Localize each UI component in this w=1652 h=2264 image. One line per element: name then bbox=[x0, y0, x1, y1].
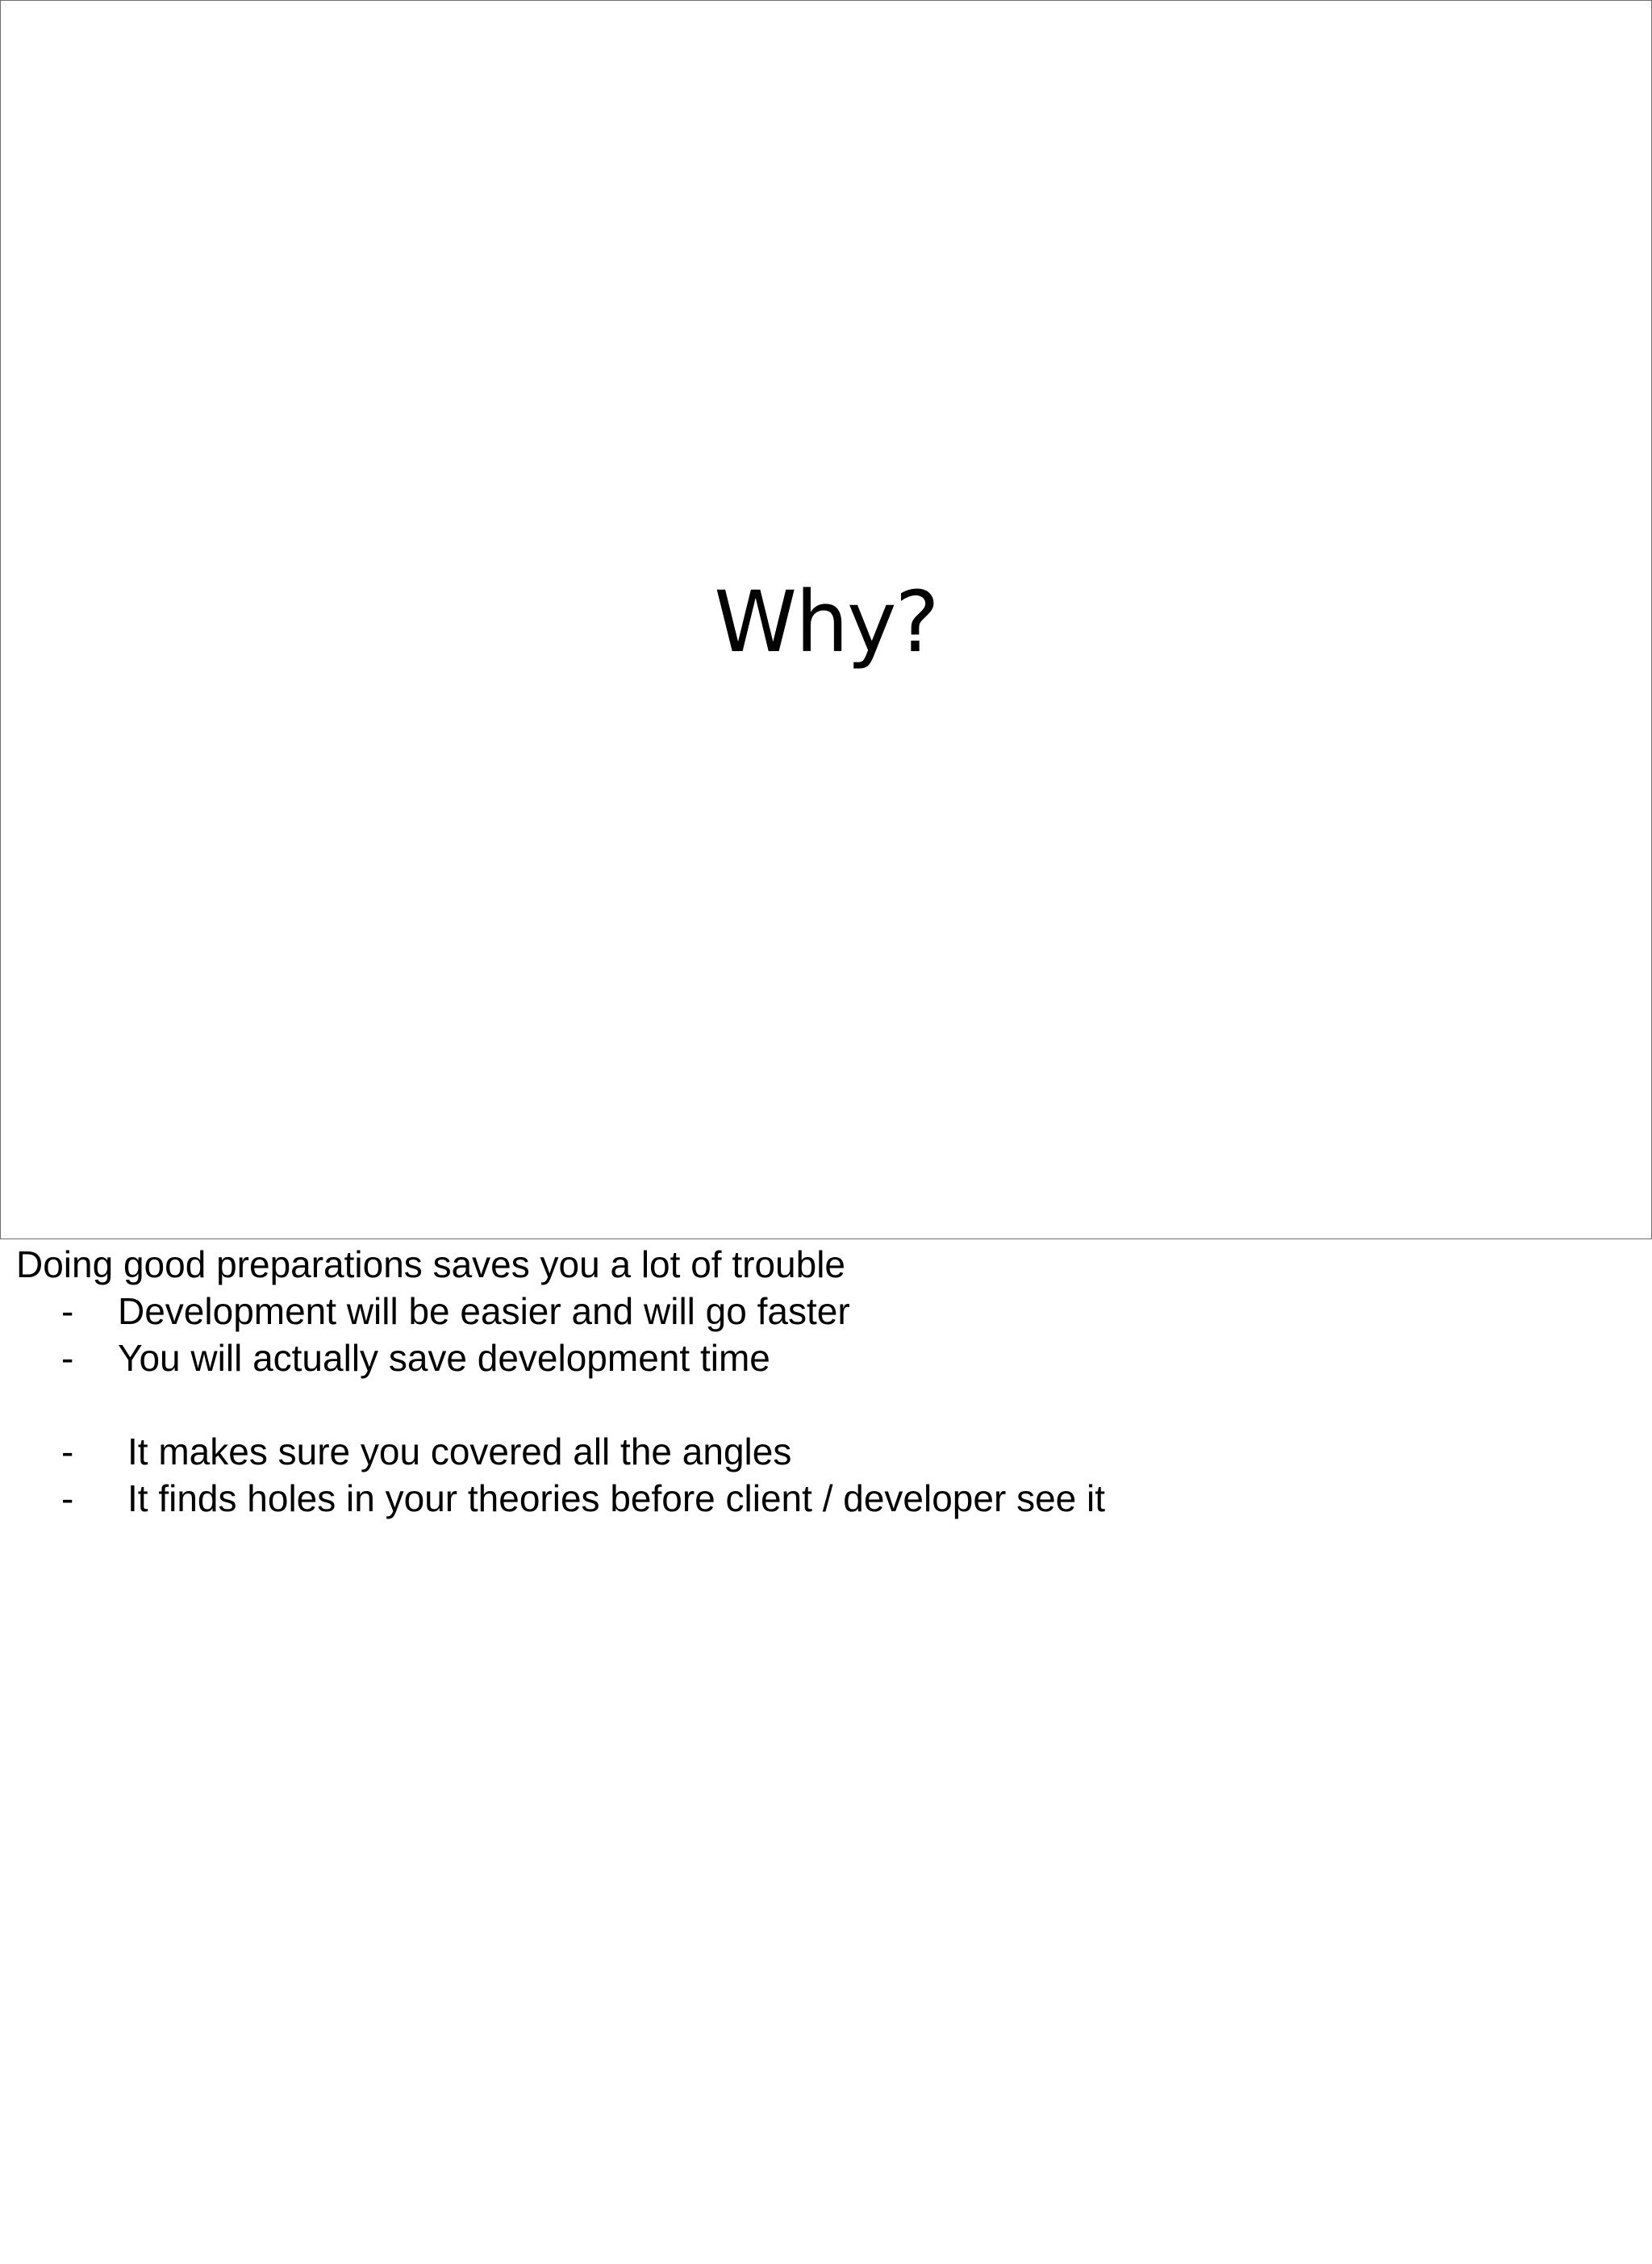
bullet-text: Development will be easier and will go faster bbox=[118, 1290, 850, 1332]
bullet-dash: - bbox=[61, 1431, 74, 1472]
notes-bullet bbox=[16, 1475, 1629, 1522]
notes-bullet-group-1 bbox=[16, 1288, 1629, 1381]
notes-bullet bbox=[16, 1288, 1629, 1335]
notes-spacer bbox=[16, 1381, 1629, 1428]
slide-title: Why? bbox=[714, 573, 938, 671]
bullet-text: You will actually save development time bbox=[118, 1337, 770, 1379]
bullet-text: It makes sure you covered all the angles bbox=[127, 1431, 792, 1472]
notes-heading: Doing good preparations saves you a lot of trouble bbox=[16, 1243, 845, 1285]
bullet-dash: - bbox=[61, 1290, 74, 1332]
notes-bullet bbox=[16, 1428, 1629, 1475]
speaker-notes bbox=[16, 1241, 1629, 1522]
bullet-dash: - bbox=[61, 1477, 74, 1519]
notes-bullet bbox=[16, 1335, 1629, 1381]
bullet-text: It finds holes in your theories before client / developer see it bbox=[127, 1477, 1106, 1519]
bullet-dash: - bbox=[61, 1337, 74, 1379]
notes-bullet-group-2 bbox=[16, 1428, 1629, 1522]
